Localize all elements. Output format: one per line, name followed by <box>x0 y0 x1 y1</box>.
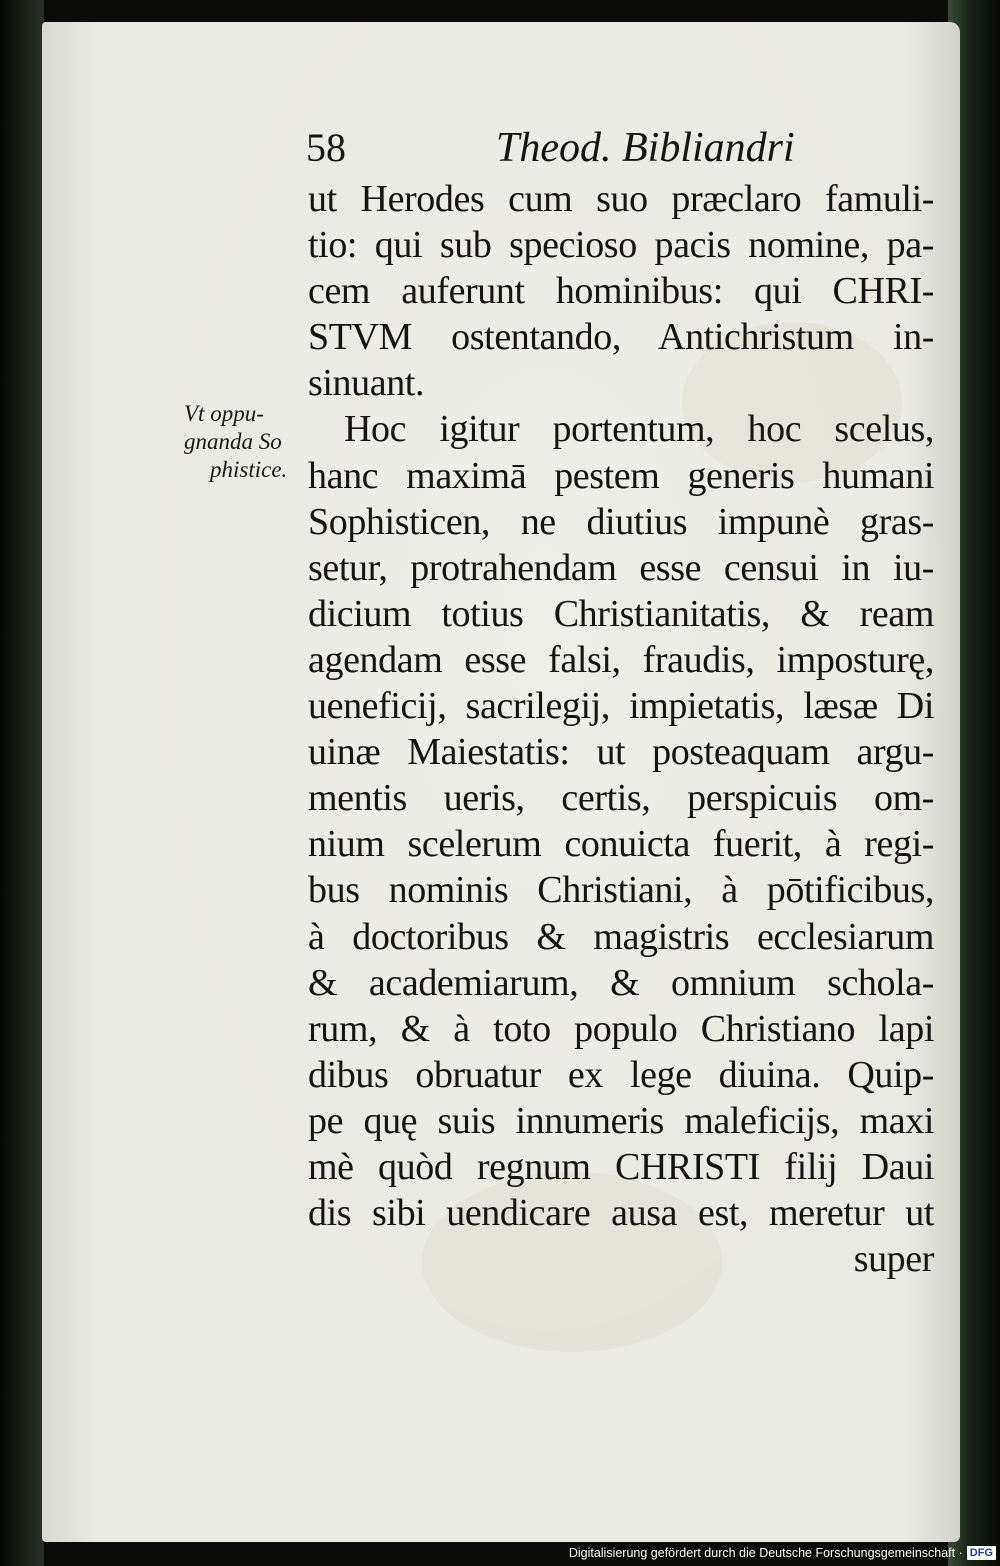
text-line: Hoc igitur portentum, hoc scelus, <box>344 408 934 451</box>
text-line: ut Herodes cum suo præclaro famuli- <box>308 178 934 220</box>
text-line: ueneficij, sacrilegij, impietatis, læsæ Di <box>308 685 934 728</box>
text-line: & academiarum, & omnium schola- <box>308 961 934 1004</box>
page-number: 58 <box>306 125 346 170</box>
dfg-logo: DFG <box>967 1546 996 1560</box>
page-header <box>306 120 795 176</box>
text-line: dis sibi uendicare ausa est, meretur ut <box>308 1192 934 1235</box>
marginal-note-line: gnanda So <box>184 429 282 454</box>
text-line: uinæ Maiestatis: ut posteaquam argu- <box>308 731 934 774</box>
text-line: STVM ostentando, Antichristum in- <box>308 316 934 359</box>
text-line: mè quòd regnum CHRISTI filij Daui <box>308 1145 934 1188</box>
catchword: super <box>853 1238 934 1281</box>
text-line: à doctoribus & magistris ecclesiarum <box>308 915 934 958</box>
body-text <box>308 176 934 1282</box>
text-line: Sophisticen, ne diutius impunè gras- <box>308 500 934 543</box>
text-line: cem auferunt hominibus: qui CHRI- <box>308 270 934 313</box>
marginal-note <box>184 400 306 484</box>
text-line: pe quę suis innumeris maleficijs, maxi <box>308 1099 934 1142</box>
text-line: dicium totius Christianitatis, & ream <box>308 592 934 635</box>
running-title: Theod. Bibliandri <box>496 125 795 171</box>
text-line: nium scelerum conuicta fuerit, à regi- <box>308 823 934 866</box>
marginal-note-line: phistice. <box>210 457 288 482</box>
text-line: dibus obruatur ex lege diuina. Quip- <box>308 1053 934 1096</box>
text-line: mentis ueris, certis, perspicuis om- <box>308 777 934 820</box>
text-line: rum, & à toto populo Christiano lapi <box>308 1007 934 1050</box>
text-line: bus nominis Christiani, à pōtificibus, <box>308 869 934 912</box>
credit-text: Digitalisierung gefördert durch die Deutsche Forschungsgemeinschaft · <box>568 1546 963 1560</box>
text-line: sinuant. <box>308 362 425 405</box>
book-binding-left <box>0 0 44 1566</box>
text-line: hanc maximā pestem generis humani <box>308 454 934 497</box>
text-line: tio: qui sub specioso pacis nomine, pa- <box>308 224 934 267</box>
marginal-note-line: Vt oppu- <box>184 401 264 426</box>
digitization-credit <box>569 1542 996 1564</box>
text-line: setur, protrahendam esse censui in iu- <box>308 546 934 589</box>
text-line: agendam esse falsi, fraudis, imposturę, <box>308 638 934 681</box>
